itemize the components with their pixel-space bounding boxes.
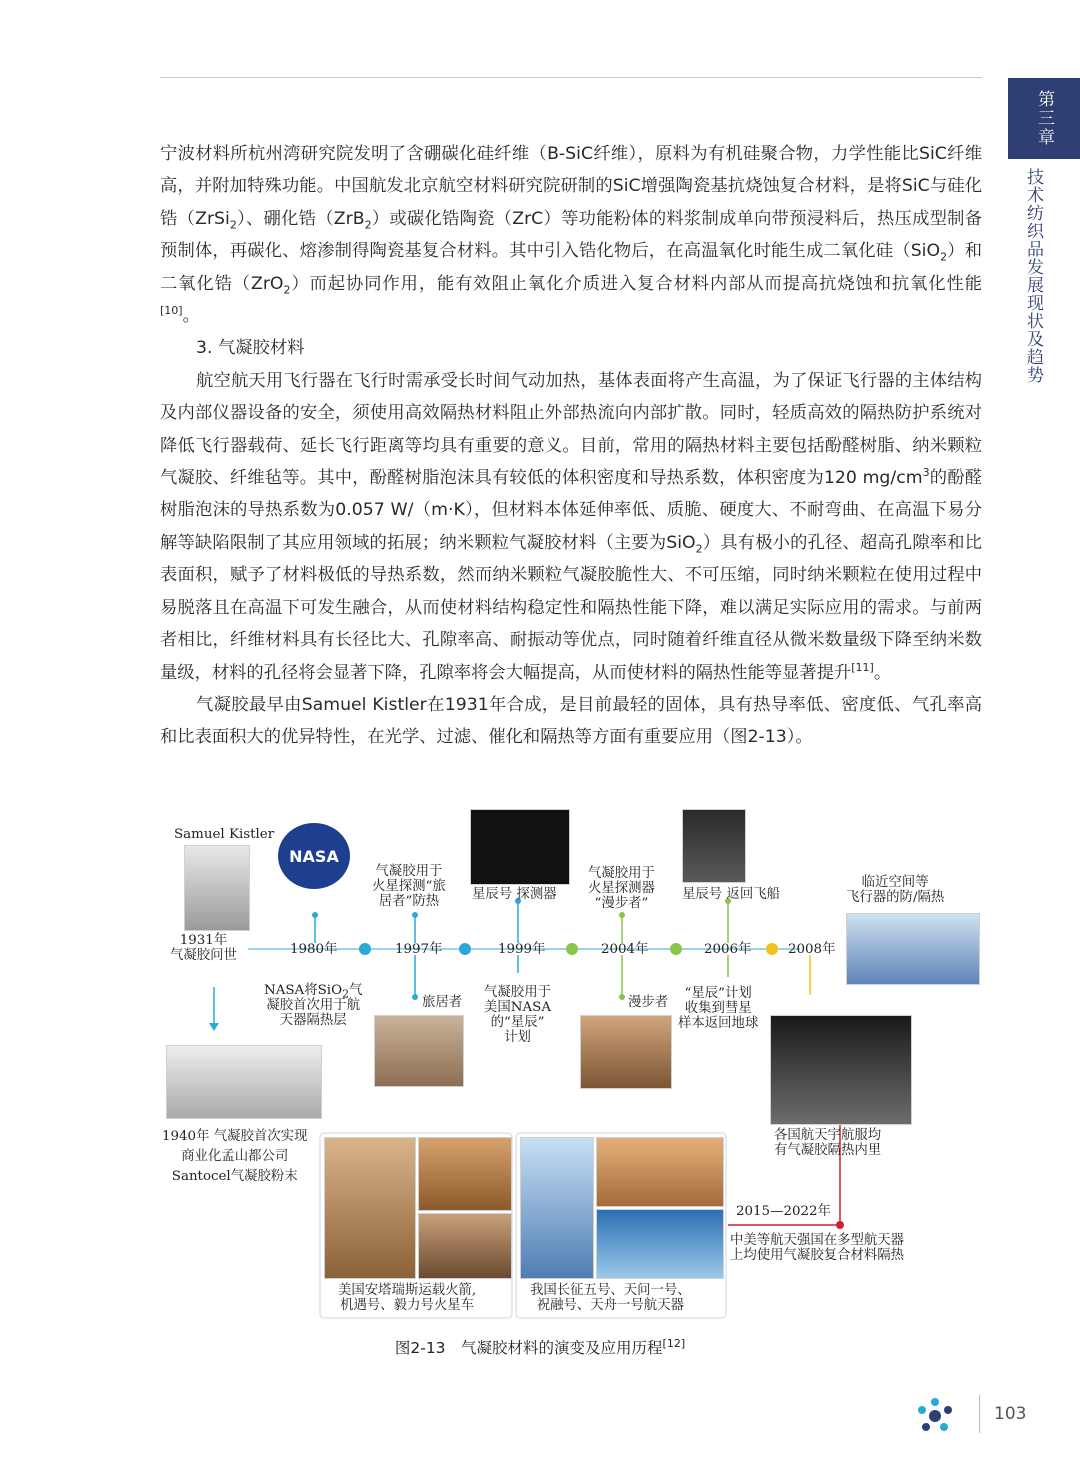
tianzhou-photo [596, 1209, 724, 1279]
label-2006-bottom: “星辰”计划 收集到彗星 样本返回地球 [678, 986, 759, 1031]
label-spacesuit: 各国航天宇航服均 有气凝胶隔热内里 [774, 1128, 882, 1158]
kistler-photo [184, 845, 250, 931]
label-1999-bottom: 气凝胶用于 美国NASA 的“星辰” 计划 [484, 985, 552, 1045]
label-1999-top: 星辰号 探测器 [472, 887, 557, 902]
antares-rocket-photo [324, 1137, 416, 1279]
label-2004-top: 气凝胶用于 火星探测器 “漫步者” [588, 866, 655, 911]
label-1999: 1999年 [498, 942, 546, 957]
perseverance-photo [418, 1213, 512, 1279]
label-2006: 2006年 [704, 942, 752, 957]
sojourner-photo [374, 1015, 464, 1087]
label-2015: 2015—2022年 [736, 1204, 831, 1219]
label-2008: 2008年 [788, 942, 836, 957]
label-1997: 1997年 [395, 942, 443, 957]
nasa-logo: NASA [278, 823, 350, 889]
rover-photo [580, 1015, 672, 1089]
stardust-probe-photo [470, 809, 570, 885]
opportunity-photo [418, 1137, 512, 1211]
label-1980: 1980年 [290, 942, 338, 957]
page-number: 103 [994, 1404, 1027, 1424]
paragraph-2: 航空航天用飞行器在飞行时需承受长时间气动加热，基体表面将产生高温，为了保证飞行器的主体结构及内部仪器设备的安全，须使用高效隔热材料阻止外部热流向内部扩散。同时，轻质高效的隔热防护系统对降低飞行器载荷、延长飞行距离等均具有重要的意义。目前，常用的隔热材料主要包括酚醛树脂、纳米颗粒气凝胶、纤维毡等。其中，酚醛树脂泡沫具有较低的体积密度和导热系数，体积密度为120 $mg/cm^3$的酚醛树脂泡沫的导热系数为0.057 W/（m·K），但材料本体延伸率低、质脆、硬度大、不耐弯曲、在高温下易分解等缺陷限制了其应用领域的拓展；纳米颗粒气凝胶材料（主要为SiO$_2$）具有极小的孔径、超高孔隙率和比表面积，赋予了材料极低的导热系数，然而纳米颗粒气凝胶脆性大、不可压缩，同时纳米颗粒在使用过程中易脱落且在高温下可发生融合，从而使材料结构稳定性和隔热性能下降，难以满足实际应用的需求。与前两者相比，纤维材料具有长径比大、孔隙率高、耐振动等优点，同时随着纤维直径从微米数量级下降至纳米数量级，材料的孔径将会显著下降，孔隙率将会大幅提高，从而使材料的隔热性能等显著提升[11]。 [160, 370, 982, 683]
publisher-logo-icon [914, 1396, 956, 1436]
label-1997-bottom: 旅居者 [422, 995, 463, 1010]
label-china: 我国长征五号、天问一号、 祝融号、天舟一号航天器 [530, 1283, 691, 1313]
header-rule [160, 77, 982, 78]
hypersonic-vehicle-photo [846, 913, 980, 985]
chapter-tab: 第三章 [1008, 78, 1080, 159]
figure-caption: 图2-13 气凝胶材料的演变及应用历程[12] [394, 1336, 686, 1357]
label-2006-top: 星辰号 返回飞船 [682, 887, 780, 902]
monsanto-photo [166, 1045, 322, 1119]
label-2004: 2004年 [601, 942, 649, 957]
label-1980-desc: NASA将SiO$_2$气 凝胶首次用于航 天器隔热层 [264, 983, 363, 1028]
label-1940: 1940年 气凝胶首次实现 商业化孟山都公司 Santocel气凝胶粉末 [162, 1129, 308, 1184]
section-heading: 3. 气凝胶材料 [196, 338, 305, 359]
label-usa: 美国安塔瑞斯运载火箭, 机遇号、毅力号火星车 [338, 1283, 477, 1313]
paragraph-3: 气凝胶最早由Samuel Kistler在1931年合成，是目前最轻的固体，具有热导率低、密度低、气孔率高和比表面积大的优异特性，在光学、过滤、催化和隔热等方面有重要应用（图2-13）。 [160, 694, 982, 748]
page-number-divider [979, 1395, 980, 1433]
long-march-photo [520, 1137, 594, 1279]
body-text [160, 138, 982, 754]
label-2008-top: 临近空间等 飞行器的防/隔热 [846, 875, 945, 905]
label-1931: 1931年 气凝胶问世 [170, 933, 237, 963]
label-1997-top: 气凝胶用于 火星探测“旅 居者”防热 [372, 864, 446, 909]
chapter-title: 技术纺织品发展现状及趋势 [1023, 168, 1043, 384]
label-kistler: Samuel Kistler [174, 827, 275, 842]
return-capsule-photo [682, 809, 746, 883]
label-2015-desc: 中美等航天强国在多型航天器 上均使用气凝胶复合材料隔热 [730, 1233, 905, 1263]
paragraph-1: 宁波材料所杭州湾研究院发明了含硼碳化硅纤维（B-SiC纤维），原料为有机硅聚合物，力学性能比SiC纤维高，并附加特殊功能。中国航发北京航空材料研究院研制的SiC增强陶瓷基抗烧蚀复合材料，是将SiC与硅化锆（ZrSi$_2$）、硼化锆（ZrB$_2$）或碳化锆陶瓷（ZrC）等功能粉体的料浆制成单向带预浸料后，热压成型制备预制体，再碳化、熔渗制得陶瓷基复合材料。其中引入锆化物后，在高温氧化时能生成二氧化硅（SiO$_2$）和二氧化锆（ZrO$_2$）而起协同作用，能有效阻止氧化介质进入复合材料内部从而提高抗烧蚀和抗氧化性能[10]。 [160, 144, 983, 327]
aerogel-timeline-figure [160, 805, 990, 1325]
astronaut-photo [770, 1015, 912, 1125]
zhurong-photo [596, 1137, 724, 1207]
label-2004-bottom: 漫步者 [628, 995, 669, 1010]
